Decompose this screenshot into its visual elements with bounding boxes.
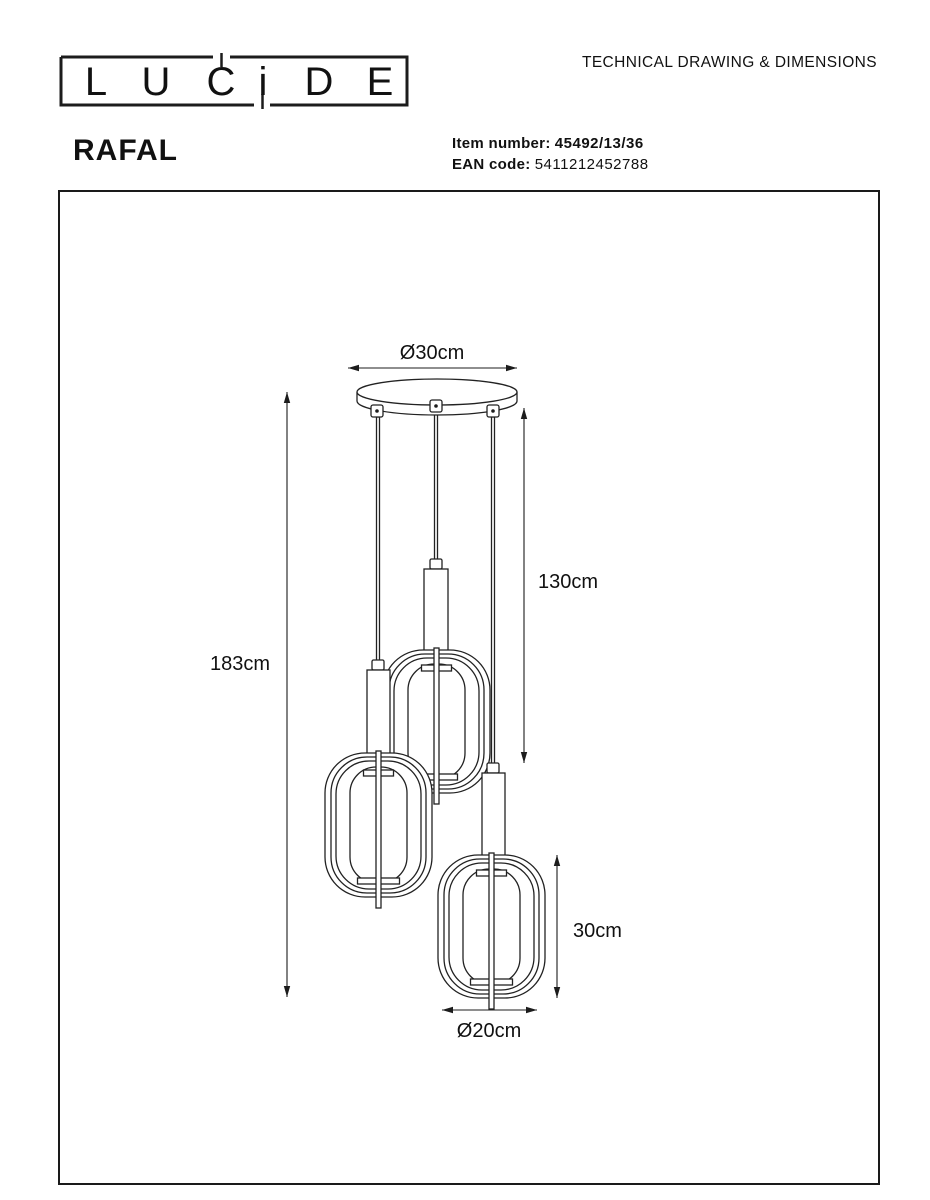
- shade-right: [438, 853, 545, 1009]
- socket-tube-right: [482, 773, 505, 858]
- arrow-right-icon: [506, 365, 517, 371]
- socket-connector-center: [430, 559, 442, 569]
- product-codes: [452, 133, 649, 175]
- item-number-value: 45492/13/36: [554, 135, 644, 152]
- arrow-left-icon: [348, 365, 359, 371]
- dim-label-shade-height: 30cm: [573, 920, 622, 942]
- socket-tube-center: [424, 569, 448, 653]
- arrow-up-icon: [284, 392, 290, 403]
- dimension-drop-height: [521, 408, 598, 763]
- logo-letter-l: L: [84, 60, 108, 104]
- cord-grip-center-hole: [434, 404, 438, 408]
- dimension-shade-diameter: [442, 1007, 537, 1042]
- lucide-logo: [58, 52, 410, 110]
- arrow-left-icon: [442, 1007, 453, 1013]
- shade-rod: [489, 853, 494, 1009]
- logo-letter-c: C: [206, 60, 236, 104]
- arrow-down-icon: [284, 986, 290, 997]
- dim-label-drop-height: 130cm: [538, 571, 599, 593]
- arrow-right-icon: [526, 1007, 537, 1013]
- cord-grip-left-hole: [375, 409, 379, 413]
- ceiling-canopy: [357, 379, 517, 417]
- cord-center: [435, 412, 438, 561]
- cord-left: [377, 417, 380, 663]
- logo-letters: [85, 60, 393, 104]
- arrow-down-icon: [521, 752, 527, 763]
- arrow-up-icon: [521, 408, 527, 419]
- cord-right: [492, 417, 495, 765]
- cord-grip-right-hole: [491, 409, 495, 413]
- pendant-right: [438, 763, 545, 1009]
- dimension-shade-height: [554, 855, 622, 998]
- dimension-total-height: [210, 392, 290, 997]
- product-name: RAFAL: [73, 134, 178, 167]
- dim-label-shade-diameter: Ø20cm: [456, 1020, 522, 1042]
- arrow-up-icon: [554, 855, 560, 866]
- dim-label-total-height: 183cm: [209, 653, 270, 675]
- ean-code-line: [452, 154, 649, 175]
- logo-letter-d: D: [304, 60, 334, 104]
- logo-letter-i: i: [258, 60, 268, 104]
- ean-code-value: 5411212452788: [534, 156, 649, 173]
- shade-left: [325, 751, 432, 908]
- dimension-canopy-diameter: [348, 342, 517, 371]
- logo-letter-e: E: [366, 60, 394, 104]
- ean-code-label: EAN code:: [452, 156, 531, 173]
- socket-connector-right: [487, 763, 499, 773]
- arrow-down-icon: [554, 987, 560, 998]
- item-number-line: [452, 133, 649, 154]
- socket-tube-left: [367, 670, 390, 756]
- item-number-label: Item number:: [452, 135, 551, 152]
- shade-rod: [434, 648, 439, 804]
- shade-rod: [376, 751, 381, 908]
- dim-label-canopy-diameter: Ø30cm: [399, 342, 465, 364]
- technical-drawing: [58, 190, 880, 1185]
- socket-connector-left: [372, 660, 384, 670]
- logo-letter-u: U: [141, 60, 171, 104]
- document-title: TECHNICAL DRAWING & DIMENSIONS: [581, 54, 877, 71]
